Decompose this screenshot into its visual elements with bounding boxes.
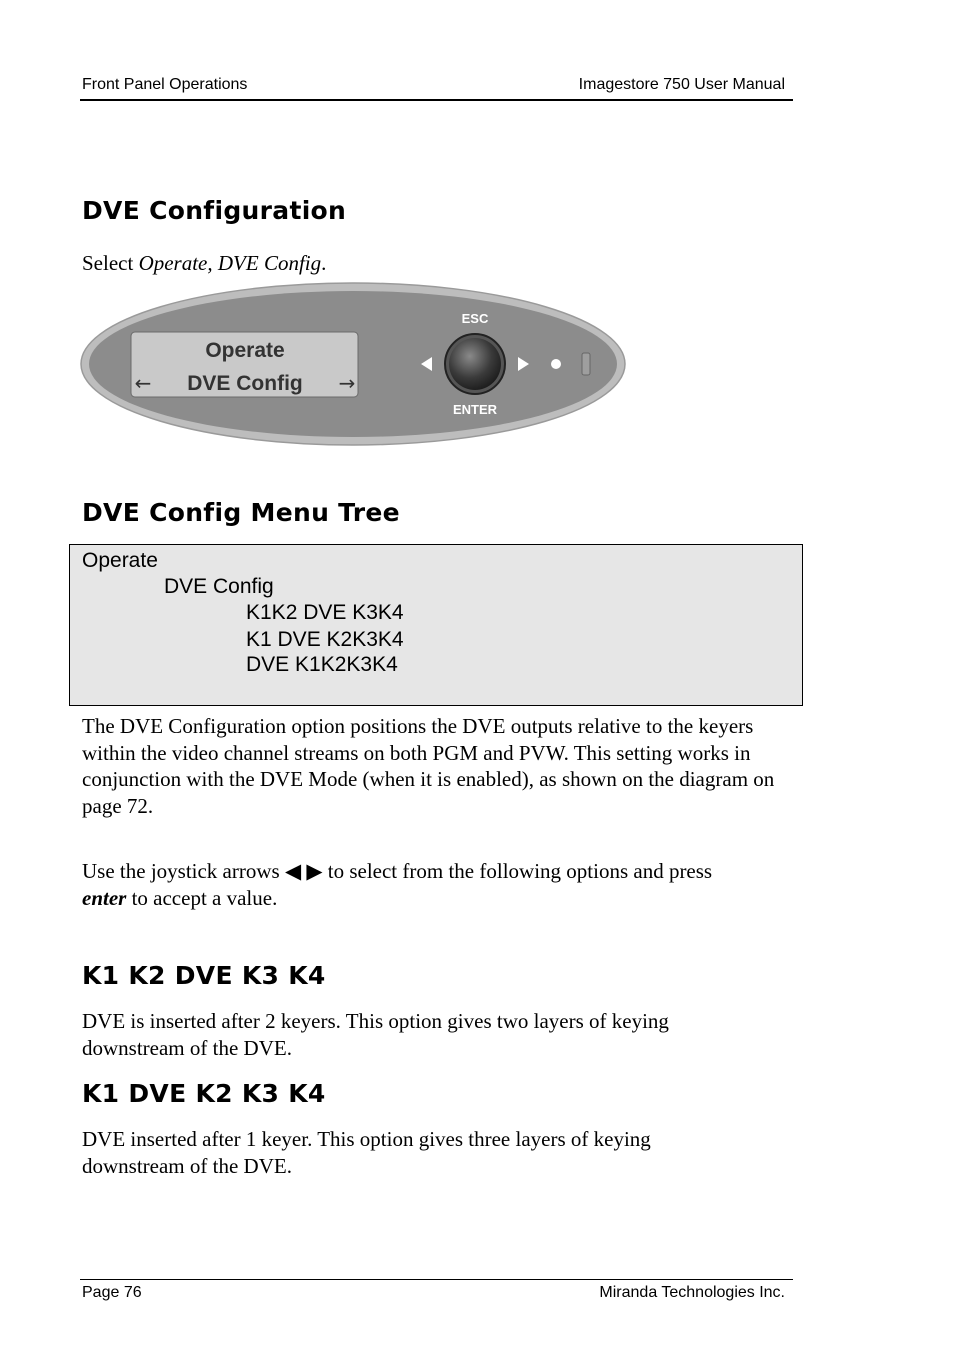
joystick-instruction-b: to accept a value. xyxy=(126,885,278,910)
lcd-line-2: DVE Config xyxy=(187,372,303,395)
dve-config-description: The DVE Configuration option positions the DVE outputs relative to the keyers within the video channel streams on both PGM and PVW. This setting works in conjunction with the DVE Mode (when it is enabled), as shown on the diagram on page 72. xyxy=(82,714,775,818)
indicator-slot-icon xyxy=(582,353,590,375)
heading-k1-dve-k2k3k4: K1 DVE K2 K3 K4 xyxy=(82,1079,326,1108)
k1k2-dve-description: DVE is inserted after 2 keyers. This option gives two layers of keying downstream of the DVE. xyxy=(82,1009,669,1060)
tree-level-0: Operate xyxy=(82,549,158,572)
k1-dve-description: DVE inserted after 1 keyer. This option gives three layers of keying downstream of the DVE. xyxy=(82,1127,651,1178)
heading-dve-configuration: DVE Configuration xyxy=(82,196,347,225)
heading-menu-tree: DVE Config Menu Tree xyxy=(82,498,400,527)
page-footer xyxy=(80,1279,793,1301)
tree-level-1: DVE Config xyxy=(164,575,274,598)
header-section-title: Front Panel Operations xyxy=(82,76,248,93)
joystick-knob xyxy=(449,338,501,390)
tree-option: K1 DVE K2K3K4 xyxy=(246,628,404,651)
menu-tree-box xyxy=(69,544,803,706)
tree-option: K1K2 DVE K3K4 xyxy=(246,601,404,624)
footer-company: Miranda Technologies Inc. xyxy=(599,1284,785,1301)
joystick-instruction xyxy=(82,858,794,911)
header-manual-title: Imagestore 750 User Manual xyxy=(578,76,785,93)
lcd-right-arrow: → xyxy=(338,371,356,395)
status-led-icon xyxy=(551,359,561,369)
select-path: Operate, DVE Config xyxy=(138,251,322,275)
lcd-left-arrow: ← xyxy=(134,371,152,395)
select-prefix: Select xyxy=(82,251,139,275)
select-instruction xyxy=(82,250,802,277)
enter-keyword: enter xyxy=(82,885,127,910)
select-suffix: . xyxy=(321,251,327,275)
joystick-instruction-a: Use the joystick arrows ◀ ▶ to select from the following options and press xyxy=(82,859,713,883)
lcd-line-1: Operate xyxy=(205,339,285,362)
front-panel-illustration xyxy=(80,281,628,454)
page-header xyxy=(80,76,793,101)
tree-option: DVE K1K2K3K4 xyxy=(246,653,398,676)
esc-label: ESC xyxy=(461,311,489,326)
enter-label: ENTER xyxy=(452,402,498,417)
footer-page-number: Page 76 xyxy=(82,1284,142,1301)
heading-k1k2-dve-k3k4: K1 K2 DVE K3 K4 xyxy=(82,961,326,990)
